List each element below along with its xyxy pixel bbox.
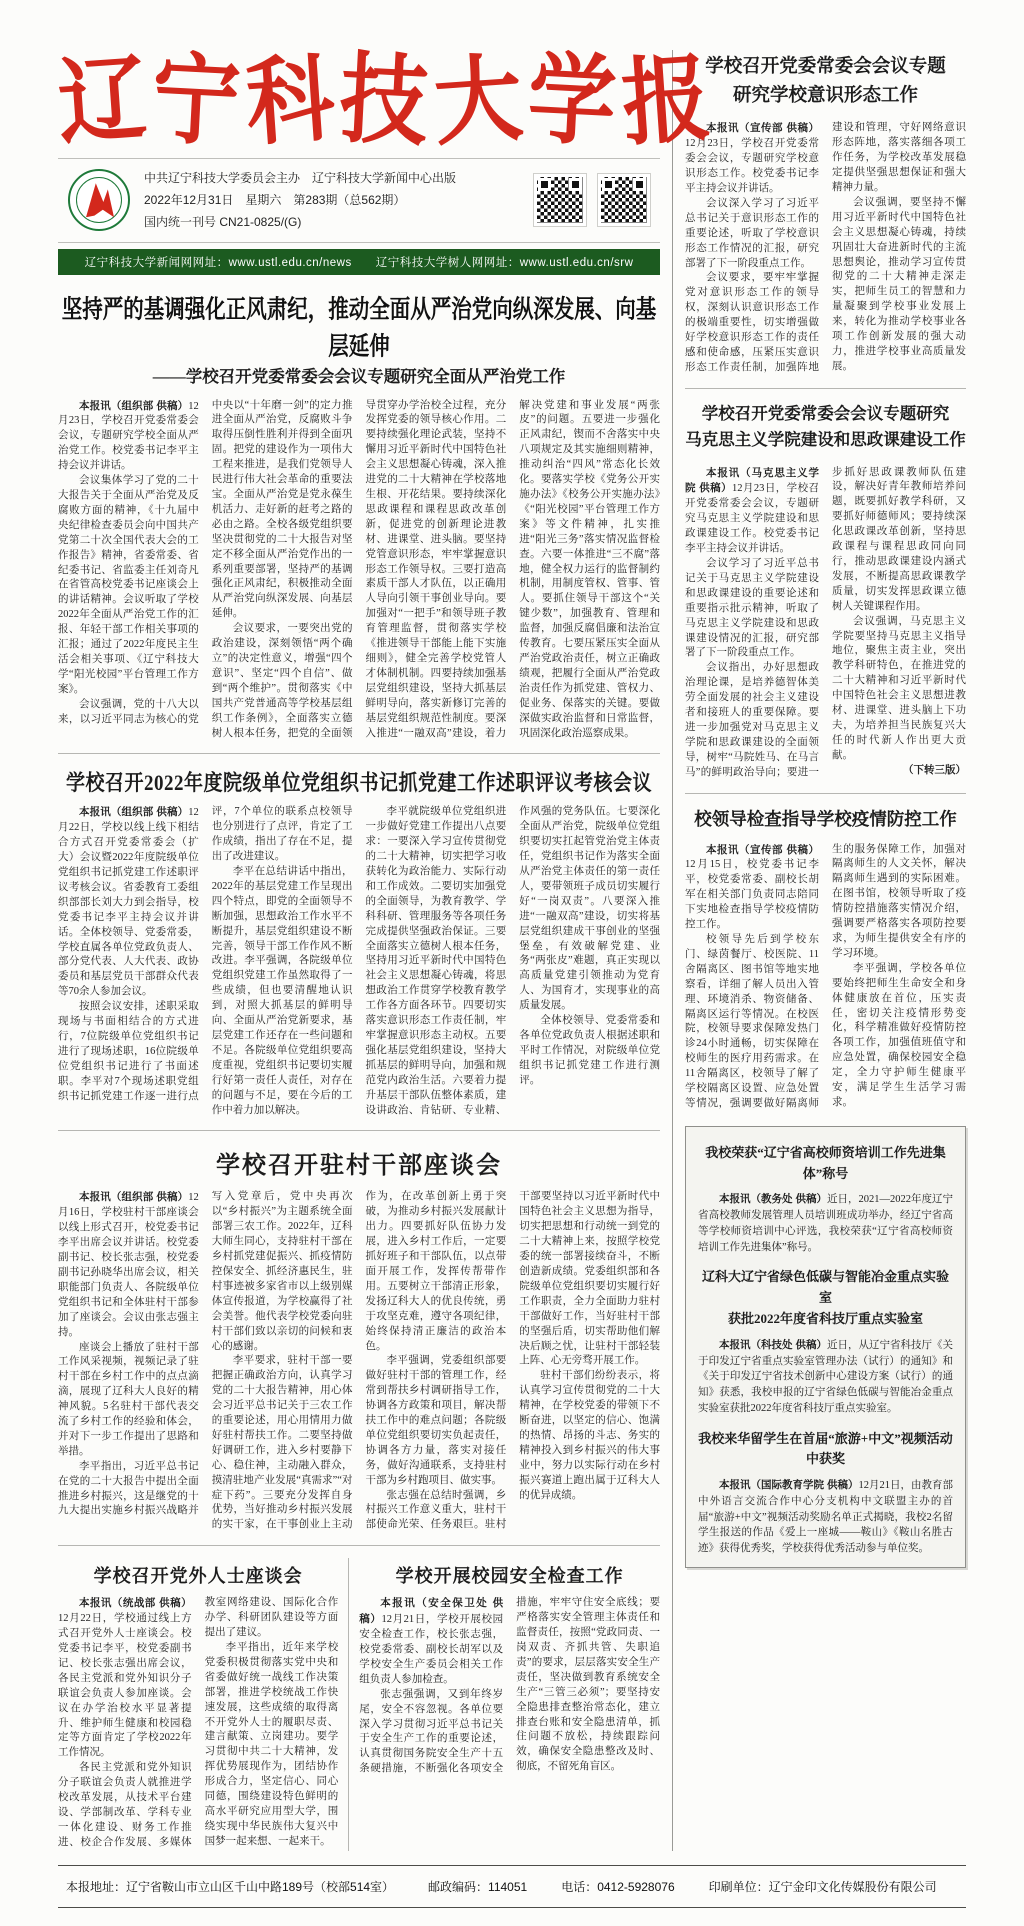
dangwai-headline: 学校召开党外人士座谈会 xyxy=(93,1566,303,1587)
article-main xyxy=(58,295,660,742)
yiqing-article-body xyxy=(685,843,966,1112)
box3-body xyxy=(698,1478,953,1557)
footer-address: 本报地址：辽宁省鞍山市立山区千山中路189号（校部514室） xyxy=(66,1879,395,1894)
qr-codes xyxy=(534,174,650,226)
paragraph: 会议强调，要坚持不懈用习近平新时代中国特色社会主义思想凝心铸魂，持续巩固壮大奋进新时代的主流思想舆论，推动学习宣传贯彻党的二十大精神走深走实，把师生员工的智慧和力量凝聚到学校事业发展上来，转化为推动学校事业各项工作创新发展的强大动力，推进学校事业高质量发展。 xyxy=(832,196,966,372)
paragraph: 本报讯（安全保卫处 供稿）12月21日，学校开展校园安全检查工作，校长张志强，校党委常委、副校长胡军以及学校安全生产委员会相关工作组负责人参加检查。 xyxy=(359,1597,504,1685)
article-zhucun xyxy=(58,1145,660,1533)
article-yishixingtai xyxy=(685,52,966,376)
box2-body xyxy=(698,1338,953,1417)
paragraph: 会议指出，办好思想政治理论课，是培养德智体美劳全面发展的社会主义建设者和接班人的重要保障。要进一步加强党对马克思主义学院和思政课建设的全面领导，树牢“马院姓马、在马言马”的鲜明政治导向；要进一步抓好思政课教师队伍建设，解决好青年教师培养问题，既要抓好教学科研，又要抓好师德师风；要持续深化思政课改革创新，坚持思政课程与课程思政同向同行，推动思政课建设内涵式发展，不断提高思政课教学质量，切实发挥思政课立德树人关键课程作用。 xyxy=(685,466,966,778)
box2-item xyxy=(698,1267,953,1416)
box3-headline: 我校来华留学生在首届“旅游+中文”视频活动中获奖 xyxy=(698,1430,953,1467)
main-article-body xyxy=(58,399,660,742)
publication-lines xyxy=(144,167,520,234)
paragraph: 李平指出，近年来学校党委积极贯彻落实党中央和省委做好统一战线工作决策部署，推进学校统战工作快速发展，这些成绩的取得离不开党外人士的履职尽责、建言献策、立岗建功。要学习贯彻中共二十大精神，发挥优势展现作为，团结协作形成合力，坚定信心、同心同德，围绕建设特色鲜明的高水平研究应用型大学，围绕实现中华民族伟大复兴中国梦一起来想、一起来干。 xyxy=(204,1642,339,1847)
paragraph: 各民主党派和党外知识分子联谊会负责人就推进学校改革发展，从技术平台建设、学部制改革、学科专业一体化建设、财务工作推进、校企合作发展、多媒体教室网络建设、国际化合作办学、科研团队建设等方面提出了建议。 xyxy=(58,1597,339,1848)
footer-postcode: 邮政编码：114051 xyxy=(428,1879,528,1894)
paragraph: 校领导先后到学校东门、绿茵餐厅、校医院、11舍隔离区、图书馆等地实地察看，详细了解人员出入管理、环境消杀、物资储备、隔离区运行等情况。在校医院，校领导要求保障发热门诊24小时通畅，切实保障在校师生的医疗用药需求。在11舍隔离区，校领导了解了学校隔离区设置、应急处置等情况，强调要做好隔离师生的服务保障工作，加强对隔离师生的人文关怀，解决隔离师生遇到的实际困难。在图书馆，校领导听取了疫情防控措施落实情况介绍，强调要严格落实各项防控要求，为师生提供安全有序的学习环境。 xyxy=(685,843,966,1109)
paragraph: 张志强强调，又到年终岁尾，安全不容忽视。各单位要深入学习贯彻习近平总书记关于安全生产工作的重要论述，认真贯彻国务院安全生产十五条硬措施，不断强化各项安全措施，牢牢守住安全底线；要严格落实安全管理主体责任和监督责任，按照“党政同责、一岗双责、齐抓共管、失职追责”的要求，层层落实安全生产责任，坚决做到教育系统安全生产“三管三必须”；要坚持安全隐患排查整治常态化，建立排查台账和安全隐患清单，抓住问题不放松，持续跟踪问效，确保安全隐患整改及时、彻底，不留死角盲区。 xyxy=(359,1597,660,1775)
left-region xyxy=(54,39,720,1851)
footer-printer: 印刷单位：辽宁金印文化传媒股份有限公司 xyxy=(708,1879,937,1894)
paragraph: 全体校领导、党委常委和各单位党政负责人根据述职和平时工作情况，对院级单位党组织书记抓党建工作进行测评。 xyxy=(519,1015,660,1086)
paragraph: 会议集体学习了党的二十大报告关于全面从严治党及反腐败方面的精神，《十九届中央纪律检查委员会向中国共产党第二十次全国代表大会的工作报告》精神，省委常委、省纪委书记、省监委主任刘奇凡在省管高校党委书记座谈会上的讲话精神。会议听取了学校2022年全面从严治党工作的汇报、年轻干部工作相关事项的汇报；通过了2022年度民主生活会相关事项、《辽宁科技大学“阳光校园”平台管理工作方案》。 xyxy=(58,475,199,695)
shuzhi-article-body xyxy=(58,805,660,1118)
paragraph: 本报讯（宣传部 供稿）12月15日，校党委书记李平，校党委常委、副校长胡军在相关部门负责同志陪同下实地检查指导学校疫情防控工作。 xyxy=(685,843,819,931)
date-issue-line: 2022年12月31日 星期六 第283期（总562期） xyxy=(144,193,406,208)
main-headline: 坚持严的基调强化正风肃纪，推动全面从严治党向纵深发展、向基层延伸 xyxy=(61,295,657,360)
paragraph: 会议强调，马克思主义学院要坚持马克思主义指导地位，聚焦主责主业，突出教学科研特色，在推进党的二十大精神和习近平新时代中国特色社会主义思想进教材、进课堂、进头脑上下功夫，为培养担当民族复兴大任的时代新人作出更大贡献。 xyxy=(832,615,966,761)
right-region xyxy=(672,50,966,1851)
paragraph: 本报讯（教务处 供稿）近日，2021—2022年度辽宁省高校教师发展管理人员培训班成功举办，经辽宁省高等学校师资培训中心评选，我校荣获“辽宁省高校师资培训工作先进集体”称号。 xyxy=(698,1193,953,1253)
school-logo xyxy=(68,169,130,231)
yiqing-headline: 校领导检查指导学校疫情防控工作 xyxy=(694,808,957,829)
divider xyxy=(58,1130,660,1131)
paragraph: 会议强调，党的十八大以来，以习近平同志为核心的党中央以“十年磨一剑”的定力推进全面从严治党，反腐败斗争取得压倒性胜利并得到全面巩固。把党的建设作为一项伟大工程来推进，是我们党领导人民进行伟大社会革命的重要法宝。全面从严治党是党永葆生机活力、走好新的赶考之路的必由之路。全校各级党组织要坚决贯彻党的二十大报告对坚定不移全面从严治党作出的一系列重要部署，坚持严的基调强化正风肃纪，积极推动全面从严治党向纵深发展、向基层延伸。 xyxy=(58,399,353,725)
paragraph: 本报讯（组织部 供稿）12月22日，学校以线上线下相结合方式召开党委常委会（扩大）会议暨2022年度院级单位党组织书记抓党建工作述职评议考核会议。省委教育工委组织部部长刘大力到会指导，校党委书记李平主持会议并讲话。全体校领导、党委常委，学校直属各单位党政负责人、部分党代表、人大代表、政协委员和基层党员干部群众代表等70余人参加会议。 xyxy=(58,806,199,998)
paragraph: 本报讯（统战部 供稿）12月22日，学校通过线上方式召开党外人士座谈会。校党委书记李平，校党委副书记、校长张志强出席会议，各民主党派和党外知识分子联谊会负责人参加座谈。会议在办学治校水平显著提升、维护师生健康和校园稳定等方面肯定了学校2022年工作情况。 xyxy=(58,1597,192,1759)
paragraph: 会议要求，一要突出党的政治建设，深刻领悟“两个确立”的决定性意义，增强“四个意识”、坚定“四个自信”、做到“两个维护”。贯彻落实《中国共产党普通高等学校基层组织工作条例》，全面落实立德树人根本任务，把党的全面领导贯穿办学治校全过程，充分发挥党委的领导核心作用。二要持续强化理论武装，坚持不懈用习近平新时代中国特色社会主义思想凝心铸魂，深入推进党的二十大精神在学校落地生根、开花结果。要持续深化思政课程和课程思政改革创新，促进党的创新理论进教材、进课堂、进头脑。要坚持党管意识形态，牢牢掌握意识形态工作领导权。三要打造高素质干部人才队伍，以正确用人导向引领干事创业导向。要加强对“一把手”和领导班子教育管理监督，贯彻落实学校《推进领导干部能上能下实施细则》，健全完善学校党管人才体制机制。四要持续加强基层党组织建设，坚持大抓基层鲜明导向，落实新修订完善的基层党组织规范性制度。要深入推进“一融双高”建设，着力解决党建和事业发展“两张皮”的问题。五要进一步强化正风肃纪，锲而不舍落实中央八项规定及其实施细则精神，推动纠治“四风”常态化长效化。要落实学校《党务公开实施办法》《校务公开实施办法》《“阳光校园”平台管理工作方案》等文件精神，扎实推进“阳光三务”落实情况监督检查。六要一体推进“三不腐”落地，健全权力运行的监督制约机制，用制度管权、管事、管人。要抓住领导干部这个“关键少数”，加强教育、管理和监督，加强反腐倡廉和法治宣传教育。七要压紧压实全面从严治党政治责任，树立正确政绩观，把履行全面从严治党政治责任作为抓党建、管权力、促业务、保落实的关键。要做深做实政治监督和日常监督，巩固深化政治巡察成果。 xyxy=(211,399,660,739)
yishixingtai-article-body xyxy=(685,121,966,375)
paragraph: 按照会议安排，述职采取现场与书面相结合的方式进行，7位院级单位党组织书记进行了现场述职，16位院级单位党组织书记进行了书面述职。李平对7个现场述职党组织书记抓党建工作逐一进行点评，7个单位的联系点校领导也分别进行了点评，肯定了工作成绩，指出了存在不足，提出了改进建议。 xyxy=(58,806,353,1102)
paragraph: 李平就院级单位党组织进一步做好党建工作提出八点要求：一要深入学习宣传贯彻党的二十大精神，切实把学习收获转化为政治能力、实际行动和工作成效。二要切实加强党的全面领导，为教育教学、学科科研、管理服务等各项任务完成提供坚强政治保证。三要全面落实立德树人根本任务，坚持用习近平新时代中国特色社会主义思想凝心铸魂，将思想政治工作贯穿学校教育教学工作各方面各环节。四要切实落实意识形态工作责任制，牢牢掌握意识形态主动权。五要强化基层党组织建设，坚持大抓基层的鲜明导向，加强和规范党内政治生活。六要着力提升基层干部队伍整体素质，建设讲政治、肯钻研、专业精、作风强的党务队伍。七要深化全面从严治党，院级单位党组织要切实扛起管党治党主体责任，党组织书记作为落实全面从严治党主体责任的第一责任人，要带领班子成员切实履行好“一岗双责”。八要深入推进“一融双高”建设，切实将基层党组织建成干事创业的坚强堡垒，有效破解党建、业务“两张皮”难题，真正实现以高质量党建引领推动为党育人、为国育才，实现事业的高质量发展。 xyxy=(365,806,660,1116)
article-makesi xyxy=(685,401,966,781)
paragraph: 驻村干部们纷纷表示，将认真学习宣传贯彻党的二十大精神，在学校党委的带领下不断奋进，以坚定的信心、饱满的热情、昂扬的斗志、务实的精神投入到乡村振兴的伟大事业中，努力以实际行动在乡村振兴赛道上跑出属于辽科大人的优异成绩。 xyxy=(519,1370,660,1501)
paragraph: 会议要求，要牢牢掌握党对意识形态工作的领导权，深刻认识意识形态工作的极端重要性，切实增强做好学校意识形态工作的责任感和使命感，压紧压实意识形态工作责任制，加强阵地建设和管理，守好网络意识形态阵地，落实落细各项工作任务，为学校改革发展稳定提供坚强思想保证和强大精神力量。 xyxy=(685,122,966,373)
byline: 本报讯（宣传部 供稿） xyxy=(706,122,819,135)
paragraph: 李平在总结讲话中指出，2022年的基层党建工作呈现出四个特点，即党的全面领导不断加强，思想政治工作水平不断提升，基层党组织建设不断完善，领导干部工作作风不断改进。李平强调，各院级单位党组织党建工作虽然取得了一些成绩，但也要清醒地认识到，对照大抓基层的鲜明导向、全面从严治党新要求，基层党建工作还存在一些问题和不足。各院级单位党组织要高度重视，党组织书记要切实履行好第一责任人责任，对存在的问题与不足，要在今后的工作中着力加以解决。 xyxy=(211,866,353,1116)
publication-info-row xyxy=(58,158,660,243)
publisher-line: 中共辽宁科技大学委员会主办 辽宁科技大学新闻中心出版 xyxy=(144,171,457,185)
byline: 本报讯（安全保卫处 供稿） xyxy=(359,1597,504,1626)
zhucun-headline: 学校召开驻村干部座谈会 xyxy=(216,1153,502,1180)
shuzhi-headline: 学校召开2022年度院级单位党组织书记抓党建工作述职评议考核会议 xyxy=(65,772,652,797)
news-box xyxy=(685,1126,966,1568)
paragraph: 本报讯（宣传部 供稿）12月23日，学校召开党委常委会会议，专题研究学校意识形态工作。校党委书记李平主持会议并讲话。 xyxy=(685,122,819,194)
footer-bar xyxy=(58,1865,966,1908)
box1-headline: 我校荣获“辽宁省高校师资培训工作先进集体”称号 xyxy=(705,1144,946,1181)
makesi-article-body xyxy=(685,466,966,781)
paragraph: 本报讯（科技处 供稿）近日，从辽宁省科技厅《关于印发辽宁省重点实验室管理办法（试行）的通知》和《关于印发辽宁省技术创新中心建设方案（试行）的通知》获悉，我校申报的辽宁省绿色低碳与智能冶金重点实验室获批2022年度省科技厅重点实验室。 xyxy=(698,1338,954,1414)
box2-headline: 辽科大辽宁省绿色低碳与智能冶金重点实验室 获批2022年度省科技厅重点实验室 xyxy=(701,1269,949,1327)
paragraph: 会议深入学习了习近平总书记关于意识形态工作的重要论述，听取了学校意识形态工作情况的汇报，研究部署了下一阶段重点工作。 xyxy=(685,197,819,269)
paragraph: 本报讯（马克思主义学院 供稿）12月23日，学校召开党委常委会会议，专题研究马克思主义学院建设和思政课建设工作。校党委书记李平主持会议并讲话。 xyxy=(685,466,820,555)
makesi-headline: 学校召开党委常委会会议专题研究 马克思主义学院建设和思政课建设工作 xyxy=(685,403,966,450)
article-yiqing xyxy=(685,806,966,1112)
box3-item xyxy=(698,1429,953,1557)
main-subtitle: ——学校召开党委常委会会议专题研究全面从严治党工作 xyxy=(152,366,566,386)
byline: 本报讯（组织部 供稿） xyxy=(79,806,189,819)
zhucun-article-body xyxy=(58,1190,660,1533)
article-anquan xyxy=(348,1558,660,1850)
divider xyxy=(685,793,966,794)
yishixingtai-headline: 学校召开党委常委会会议专题 研究学校意识形态工作 xyxy=(705,55,946,105)
footer-phone: 电话：0412-5928076 xyxy=(561,1879,675,1894)
jump-note: （下转三版） xyxy=(903,764,966,776)
divider xyxy=(685,388,966,389)
qr-code-shuren xyxy=(598,174,650,226)
byline: 本报讯（组织部 供稿） xyxy=(79,399,189,412)
byline: 本报讯（宣传部 供稿） xyxy=(706,843,819,856)
divider xyxy=(58,1545,660,1546)
website-bar: 辽宁科技大学新闻网网址：www.ustl.edu.cn/news 辽宁科技大学树人网网址：www.ustl.edu.cn/srw xyxy=(58,249,660,275)
byline: 本报讯（科技处 供稿） xyxy=(719,1338,827,1351)
byline: 本报讯（教务处 供稿） xyxy=(719,1193,827,1206)
box1-body xyxy=(698,1192,953,1255)
byline: 本报讯（组织部 供稿） xyxy=(79,1191,189,1204)
paragraph: 座谈会上播放了驻村干部工作风采视频，视频记录了驻村干部在乡村工作中的点点滴滴，展现了辽科大人良好的精神风貌。5名驻村干部代表交流了乡村工作的经验和体会，并对下一步工作提出了思路和举措。 xyxy=(58,1341,199,1457)
masthead-title: 辽宁科技大学报 xyxy=(54,39,720,161)
paragraph: 李平强调，党委组织部要做好驻村干部的管理工作，经常到帮扶乡村调研指导工作，协调各方政策和项目，解决帮扶工作中的难点问题；各院级单位党组织要切实负起责任，协调各方力量，落实对接任务，做好沟通联系，支持驻村干部为乡村跑项目、做实事。 xyxy=(365,1355,507,1486)
paragraph: 张志强在总结时强调，乡村振兴工作意义重大，驻村干部使命光荣、任务艰巨。驻村干部要坚持以习近平新时代中国特色社会主义思想为指导，切实把思想和行动统一到党的二十大精神上来，按照学校党委的统一部署接续奋斗，不断创造新成绩。党委组织部和各院级单位党组织要切实履行好工作职责，全力全面助力驻村干部做好工作，当好驻村干部的坚强后盾，切实帮助他们解决后顾之忧，让驻村干部轻装上阵、心无旁骛开展工作。 xyxy=(365,1191,660,1531)
paragraph: 李平强调，学校各单位要始终把师生生命安全和身体健康放在首位，压实责任，密切关注疫情形势变化，科学精准做好疫情防控各项工作，加强值班值守和应急处置，确保校园安全稳定，全力守护师生健康平安，满足学生生活学习需求。 xyxy=(832,962,966,1108)
byline: 本报讯（马克思主义学院 供稿） xyxy=(685,466,819,495)
anquan-headline: 学校开展校园安全检查工作 xyxy=(395,1566,624,1587)
divider xyxy=(58,753,660,754)
box1-item xyxy=(698,1143,953,1256)
article-dangwai xyxy=(58,1558,348,1850)
issn-line: 国内统一刊号 CN21-0825/(G) xyxy=(144,215,302,230)
byline: 本报讯（统战部 供稿） xyxy=(79,1597,192,1610)
byline: 本报讯（国际教育学院 供稿） xyxy=(719,1479,859,1492)
dangwai-article-body xyxy=(58,1596,338,1850)
paragraph: 李平要求，驻村干部一要把握正确政治方向，认真学习党的二十大报告精神，用心体会习近平总书记关于三农工作的重要论述，用心用情用力做好驻村帮扶工作。二要坚持做好调研工作，进入乡村要静下心、稳住神，主动融入群众，摸清驻地产业发展“真需求”“对症下药”。三要充分发挥自身优势，当好推动乡村振兴发展的实干家，在干事创业上主动作为，在改革创新上勇于突破，为推动乡村振兴发展献计出力。四要抓好队伍协力发展，进入乡村工作后，一定要抓好班子和干部队伍，以点带面开展工作，发挥传帮带作用。五要树立干部清正形象，发扬辽科大人的优良传统，勇于攻坚克难，遵守各项纪律，始终保持清正廉洁的政治本色。 xyxy=(211,1191,507,1531)
bottom-articles xyxy=(58,1558,660,1850)
paragraph: 本报讯（组织部 供稿）12月23日，学校召开党委常委会会议，专题研究学校全面从严治党工作。校党委书记李平主持会议并讲话。 xyxy=(58,399,199,472)
article-shuzhi xyxy=(58,768,660,1118)
paragraph: 李平指出，习近平总书记在党的二十大报告中提出全面推进乡村振兴，这是继党的十九大提出实施乡村振兴战略并写入党章后，党中央再次以“乡村振兴”为主题系统全面部署三农工作。2022年，辽科大师生同心，支持驻村干部在乡村抓党建促振兴、抓疫情防控保安全、抓经济惠民生，驻村事迹被多家省市以上级别媒体宣传报道，为学校赢得了社会美誉。他代表学校党委向驻村干部们致以亲切的问候和衷心的感谢。 xyxy=(58,1191,353,1517)
paragraph: 会议学习了习近平总书记关于马克思主义学院建设和思政课建设的重要论述和重要指示批示精神，听取了马克思主义学院建设和思政课建设情况的汇报，研究部署了下一阶段重点工作。 xyxy=(685,557,819,659)
qr-code-news xyxy=(534,174,586,226)
paragraph: 本报讯（国际教育学院 供稿）12月21日，由教育部中外语言交流合作中心分支机构中文联盟主办的首届“旅游+中文”视频活动奖励名单正式揭晓，我校2名留学生报送的作品《爱上一座城——鞍山》《鞍山名胜古迹》获得优秀奖，学校获得优秀活动参与单位奖。 xyxy=(698,1479,953,1555)
anquan-article-body xyxy=(359,1596,660,1777)
paragraph: 本报讯（组织部 供稿）12月16日，学校驻村干部座谈会以线上形式召开，校党委书记李平出席会议并讲话。校党委副书记、校长张志强，校党委副书记孙晓华出席会议，相关职能部门负责人、各院级单位党组织书记和全体驻村干部参加了座谈会。会议由张志强主持。 xyxy=(58,1191,199,1338)
